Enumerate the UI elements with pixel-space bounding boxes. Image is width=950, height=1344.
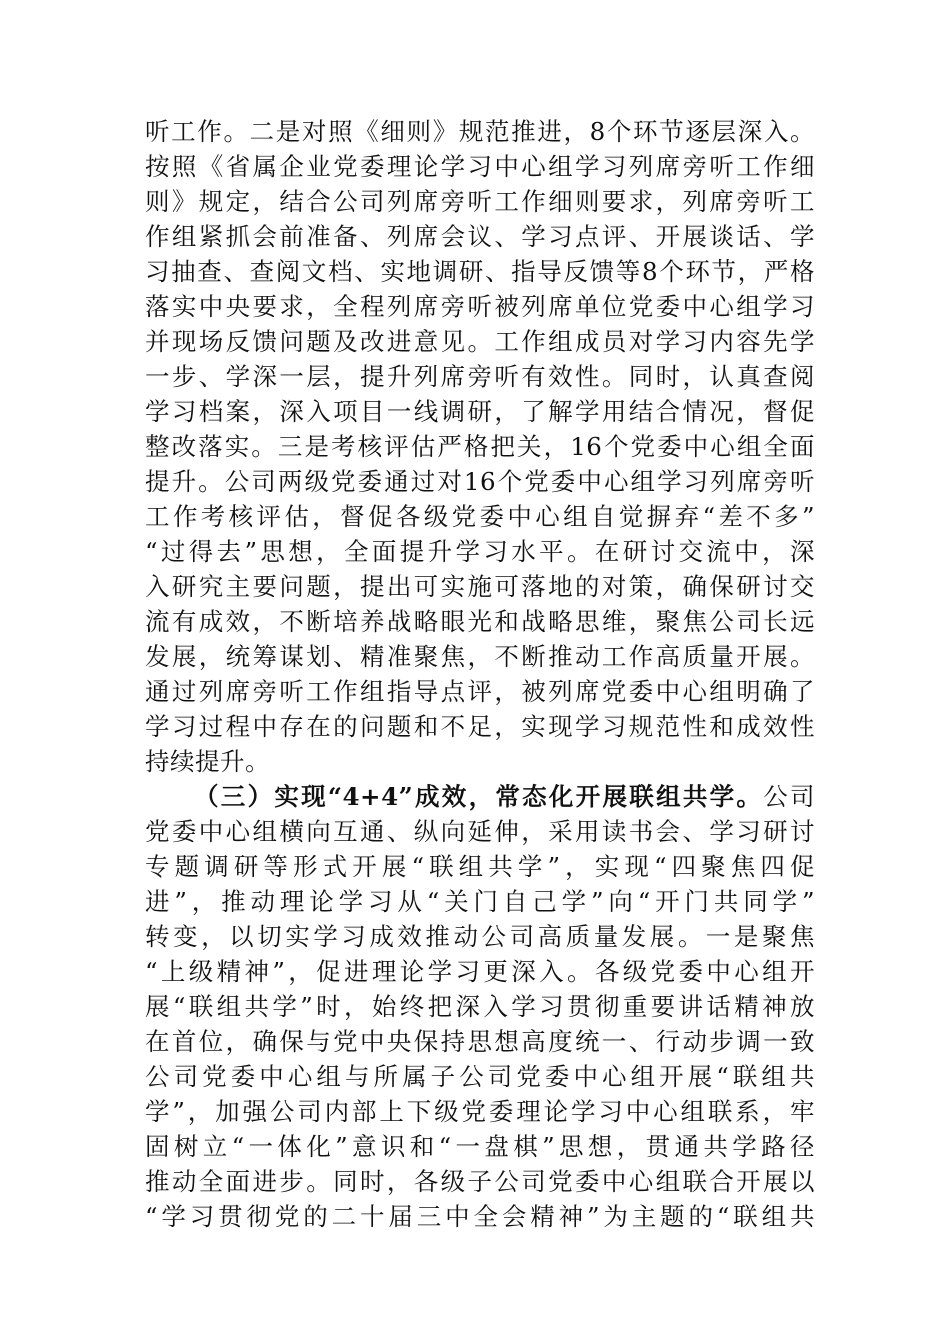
text-line: 进”，推动理论学习从“关门自己学”向“开门共同学”	[145, 887, 815, 916]
text-line: 在首位，确保与党中央保持思想高度统一、行动步调一致	[145, 1027, 815, 1056]
text-line: 流有成效，不断培养战略眼光和战略思维，聚焦公司长远	[145, 607, 815, 636]
text-line: 展“联组共学”时，始终把深入学习贯彻重要讲话精神放	[145, 992, 815, 1021]
text-line: 提升。公司两级党委通过对16个党委中心组学习列席旁听	[145, 467, 815, 496]
text-line: 入研究主要问题，提出可实施可落地的对策，确保研讨交	[145, 572, 815, 601]
text-line: 一步、学深一层，提升列席旁听有效性。同时，认真查阅	[145, 362, 815, 391]
text-line: 落实中央要求，全程列席旁听被列席单位党委中心组学习	[145, 292, 815, 321]
section-heading-continuation: 公司	[763, 782, 815, 811]
text-line: 学”，加强公司内部上下级党委理论学习中心组联系，牢	[145, 1097, 815, 1126]
text-line: 学习过程中存在的问题和不足，实现学习规范性和成效性	[145, 712, 815, 741]
text-line: 学习档案，深入项目一线调研，了解学用结合情况，督促	[145, 397, 815, 426]
text-line: 听工作。二是对照《细则》规范推进，8个环节逐层深入。	[145, 117, 815, 146]
section-heading: （三）实现“4+4”成效，常态化开展联组共学。	[194, 782, 764, 811]
text-line: “上级精神”，促进理论学习更深入。各级党委中心组开	[145, 957, 815, 986]
text-line: 转变，以切实学习成效推动公司高质量发展。一是聚焦	[145, 922, 815, 951]
text-line: 则》规定，结合公司列席旁听工作细则要求，列席旁听工	[145, 187, 815, 216]
text-line: 党委中心组横向互通、纵向延伸，采用读书会、学习研讨	[145, 817, 815, 846]
text-line: 习抽查、查阅文档、实地调研、指导反馈等8个环节，严格	[145, 257, 815, 286]
text-line: 公司党委中心组与所属子公司党委中心组开展“联组共	[145, 1062, 815, 1091]
text-line: 整改落实。三是考核评估严格把关，16个党委中心组全面	[145, 432, 815, 461]
text-line: 发展，统筹谋划、精准聚焦，不断推动工作高质量开展。	[145, 642, 815, 671]
text-line: 并现场反馈问题及改进意见。工作组成员对学习内容先学	[145, 327, 815, 356]
section-heading-line	[145, 779, 815, 814]
text-line: 工作考核评估，督促各级党委中心组自觉摒弃“差不多”	[145, 502, 815, 531]
text-line: 作组紧抓会前准备、列席会议、学习点评、开展谈话、学	[145, 222, 815, 251]
text-line: 按照《省属企业党委理论学习中心组学习列席旁听工作细	[145, 152, 815, 181]
body-text	[145, 114, 815, 1234]
text-line: 固树立“一体化”意识和“一盘棋”思想，贯通共学路径	[145, 1132, 815, 1161]
text-line: 持续提升。	[145, 747, 270, 776]
text-line: “学习贯彻党的二十届三中全会精神”为主题的“联组共	[145, 1202, 815, 1231]
text-line: 专题调研等形式开展“联组共学”，实现“四聚焦四促	[145, 852, 815, 881]
text-line: “过得去”思想，全面提升学习水平。在研讨交流中，深	[145, 537, 815, 566]
text-line: 通过列席旁听工作组指导点评，被列席党委中心组明确了	[145, 677, 815, 706]
text-line: 推动全面进步。同时，各级子公司党委中心组联合开展以	[145, 1167, 815, 1196]
